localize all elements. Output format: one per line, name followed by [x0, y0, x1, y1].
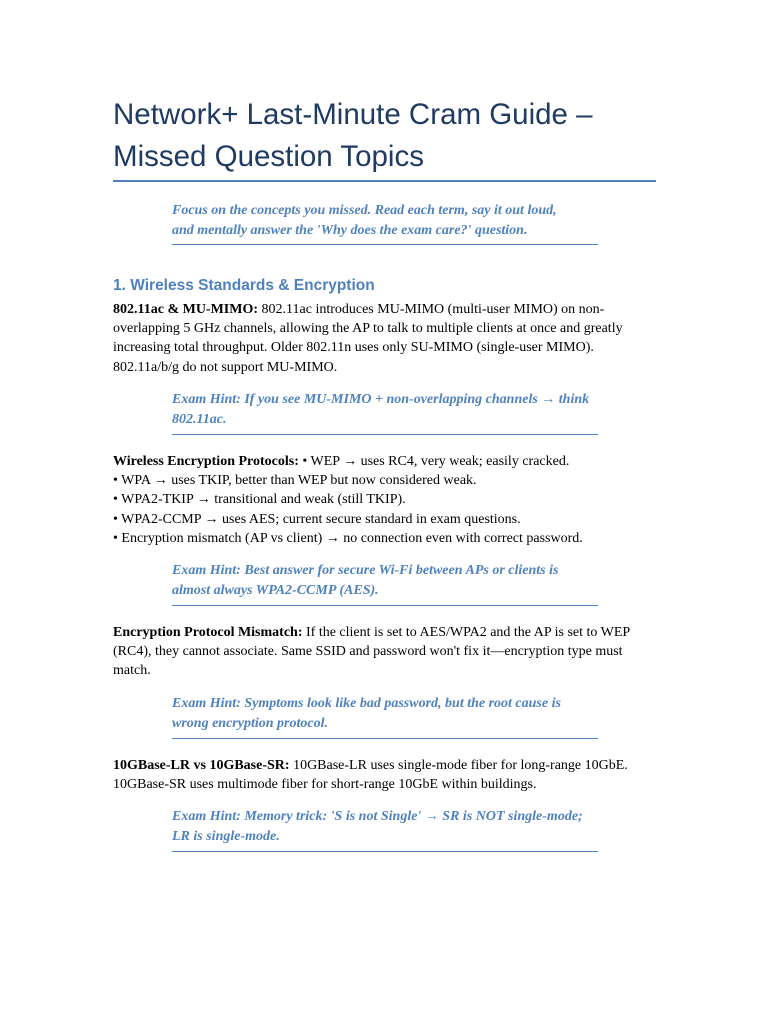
page-title-line2: Missed Question Topics [113, 140, 424, 173]
protocols-line2: • WPA → uses TKIP, better than WEP but now considered weak. [113, 473, 477, 489]
exam-hint-mismatch [172, 694, 598, 733]
10gbase-line1: 10GBase-LR uses single-mode fiber for long-range 10GbE. [289, 758, 628, 773]
intro-line2: and mentally answer the 'Why does the exam care?' question. [172, 222, 528, 238]
protocols-line4: • WPA2-CCMP → uses AES; current secure standard in exam questions. [113, 511, 521, 527]
term-encryption-mismatch: Encryption Protocol Mismatch: [113, 625, 303, 640]
hint2-line2: almost always WPA2-CCMP (AES). [172, 582, 379, 598]
exam-hint-secure-wifi [172, 561, 598, 600]
protocols-line3: • WPA2-TKIP → transitional and weak (still TKIP). [113, 492, 406, 508]
hint4-divider [172, 851, 598, 852]
intro-divider [172, 244, 598, 245]
page-title-line1: Network+ Last-Minute Cram Guide – [113, 98, 593, 131]
term-mu-mimo: 802.11ac & MU-MIMO: [113, 302, 259, 317]
hint3-line2: wrong encryption protocol. [172, 715, 328, 731]
intro-line1: Focus on the concepts you missed. Read each term, say it out loud, [172, 203, 557, 218]
paragraph-encryption-protocols [113, 452, 658, 548]
hint1-line1: Exam Hint: If you see MU-MIMO + non-overlapping channels → think [172, 392, 590, 407]
mismatch-line1: If the client is set to AES/WPA2 and the AP is set to WEP [302, 625, 631, 640]
hint2-divider [172, 605, 598, 606]
mu-mimo-line1: 802.11ac introduces MU-MIMO (multi-user MIMO) on non- [258, 302, 605, 317]
hint4-line1: Exam Hint: Memory trick: 'S is not Single' → SR is NOT single-mode; [172, 809, 583, 824]
protocols-line5: • Encryption mismatch (AP vs client) → no connection even with correct password. [113, 530, 583, 546]
mismatch-line2: (RC4), they cannot associate. Same SSID and password won't fix it—encryption type must [113, 644, 623, 660]
page-title [113, 94, 673, 178]
exam-hint-mu-mimo [172, 390, 598, 429]
hint3-line1: Exam Hint: Symptoms look like bad password, but the root cause is [172, 696, 561, 711]
mu-mimo-line3: increasing total throughput. Older 802.11n uses only SU-MIMO (single-user MIMO). [113, 340, 594, 356]
hint3-divider [172, 738, 598, 739]
hint1-divider [172, 434, 598, 435]
paragraph-mu-mimo [113, 300, 658, 377]
hint1-line2: 802.11ac. [172, 411, 227, 427]
paragraph-encryption-mismatch [113, 623, 658, 681]
protocols-line1: • WEP → uses RC4, very weak; easily cracked. [298, 454, 570, 469]
term-10gbase: 10GBase-LR vs 10GBase-SR: [113, 758, 290, 773]
hint2-line1: Exam Hint: Best answer for secure Wi-Fi between APs or clients is [172, 563, 559, 578]
intro-quote [172, 201, 598, 240]
mu-mimo-line2: overlapping 5 GHz channels, allowing the AP to talk to multiple clients at once and greatly [113, 321, 623, 337]
hint4-line2: LR is single-mode. [172, 828, 280, 844]
mu-mimo-line4: 802.11a/b/g do not support MU-MIMO. [113, 359, 338, 375]
paragraph-10gbase [113, 756, 658, 794]
term-encryption-protocols: Wireless Encryption Protocols: [113, 454, 299, 469]
10gbase-line2: 10GBase-SR uses multimode fiber for short-range 10GbE within buildings. [113, 777, 537, 793]
mismatch-line3: match. [113, 663, 151, 679]
exam-hint-memory-trick [172, 807, 598, 846]
title-divider [113, 180, 656, 182]
section-heading-wireless: 1. Wireless Standards & Encryption [113, 277, 375, 294]
